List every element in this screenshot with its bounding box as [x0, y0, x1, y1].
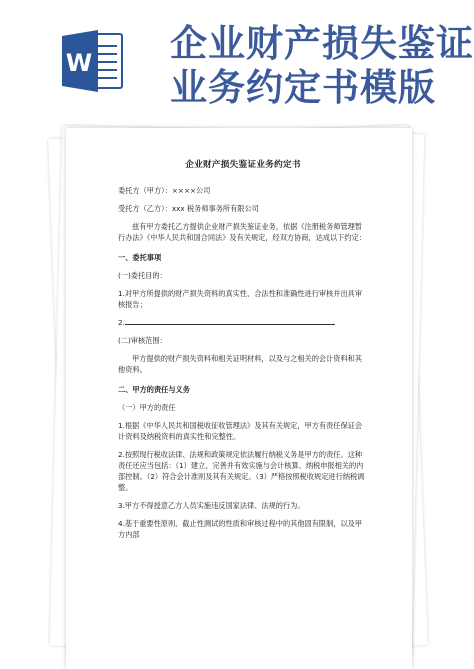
- section-heading-1: 一、委托事项: [118, 253, 162, 262]
- client-line: 委托方（甲方）：××××公司: [118, 186, 211, 195]
- duty-item-2: 2.按照现行税收法律、法规和政策规定依法履行纳税义务是甲方的责任。这种责任还应当包括：（1）建立、完善并有效实施与会计核算、纳税申报相关的内部控制。（2）符合会计准则及其有关规定。（3）严格按照税收规定进行纳税调整。: [118, 450, 365, 492]
- subsection-scope: (二)审核范围：: [118, 336, 167, 345]
- banner-title-line2: 业务约定书模版: [170, 66, 436, 109]
- subsection-purpose: (一)委托目的：: [118, 271, 167, 280]
- document-body: [118, 160, 368, 547]
- subsection-responsibility: （一）甲方的责任: [118, 403, 176, 412]
- section-heading-2: 二、甲方的责任与义务: [118, 385, 190, 394]
- scope-paragraph: 甲方提供的财产损失资料和相关证明材料，以及与之相关的会计资料和其他资料。: [118, 354, 363, 374]
- intro-paragraph: 兹有甲方委托乙方提供企业财产损失鉴证业务，依据《注册税务师管理暂行办法》《中华人民共和国合同法》及有关规定，经双方协商，达成以下约定：: [118, 222, 366, 242]
- duty-item-3: 3.甲方不得授意乙方人员实施违反国家法律、法规的行为。: [118, 501, 305, 510]
- banner-title-line1: 企业财产损失鉴证: [170, 22, 474, 65]
- purpose-item-1: 1.对甲方所提供的财产损失资料的真实性、合法性和准确性进行审核并出具审核报告；: [118, 289, 363, 309]
- duty-item-4: 4.基于重要性原则、截止性测试的性质和审核过程中的其他固有限制，以及甲方内部: [118, 519, 363, 539]
- banner-title: [170, 22, 474, 110]
- purpose-item-2: [118, 317, 368, 328]
- duty-item-1: 1.根据《中华人民共和国税收征收管理法》及其有关规定，甲方有责任保证会计资料及纳税资料的真实性和完整性。: [118, 421, 363, 441]
- word-document-icon: [62, 28, 124, 94]
- blank-fill-line: [125, 317, 335, 325]
- contractor-line: 受托方（乙方）：xxx 税务师事务所有限公司: [118, 204, 259, 213]
- document-title: 企业财产损失鉴证业务约定书: [185, 160, 301, 170]
- purpose-item-2-number: 2.: [118, 318, 125, 327]
- word-icon-letter: W: [65, 49, 93, 77]
